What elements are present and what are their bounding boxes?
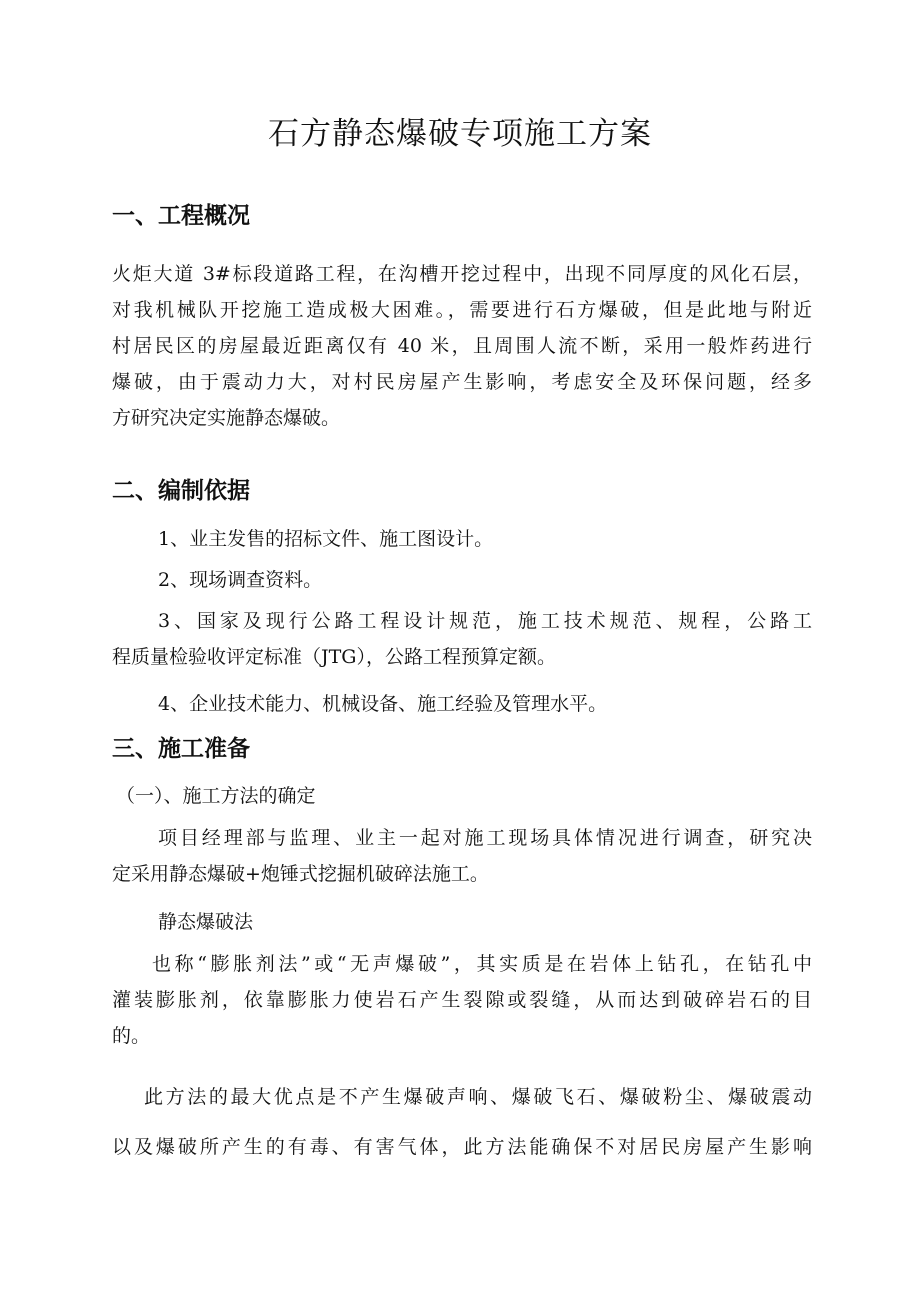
paragraph-static-blasting [112,946,812,1054]
text-line: 程质量检验收评定标准（JTG），公路工程预算定额。 [112,646,556,668]
text-line: 对我机械队开挖施工造成极大困难。，需要进行石方爆破，但是此地与附近 [112,299,812,321]
subheading-method: （一）、施工方法的确定 [116,785,316,807]
section-heading-overview: 一、工程概况 [112,203,250,229]
text-line: 方研究决定实施静态爆破。 [112,407,341,429]
list-item-basis-4: 4、企业技术能力、机械设备、施工经验及管理水平。 [158,693,608,715]
text-line: 的。 [112,1025,151,1047]
text-line: 此方法的最大优点是不产生爆破声响、爆破飞石、爆破粉尘、爆破震动 [144,1086,812,1108]
paragraph-method-decision [112,820,812,892]
document-title: 石方静态爆破专项施工方案 [268,116,652,152]
list-item-basis-1: 1、业主发售的招标文件、施工图设计。 [158,528,494,550]
list-item-basis-2: 2、现场调查资料。 [158,569,323,591]
paragraph-overview [112,256,812,436]
section-heading-preparation: 三、施工准备 [112,736,250,762]
paragraph-advantages [112,1072,812,1172]
text-line: 以及爆破所产生的有毒、有害气体，此方法能确保不对居民房屋产生影响 [112,1136,812,1158]
text-line: 火炬大道 3#标段道路工程，在沟槽开挖过程中，出现不同厚度的风化石层， [112,263,812,285]
text-line: 项目经理部与监理、业主一起对施工现场具体情况进行调查，研究决 [158,827,812,849]
method-title: 静态爆破法 [158,911,254,933]
text-line: 灌装膨胀剂，依靠膨胀力使岩石产生裂隙或裂缝，从而达到破碎岩石的目 [112,989,812,1011]
text-line: 也称“膨胀剂法”或“无声爆破”，其实质是在岩体上钻孔，在钻孔中 [152,953,812,975]
text-line: 村居民区的房屋最近距离仅有 40 米，且周围人流不断，采用一般炸药进行 [112,335,812,357]
list-item-basis-3 [112,603,812,675]
section-heading-basis: 二、编制依据 [112,478,250,504]
text-line: 定采用静态爆破+炮锤式挖掘机破碎法施工。 [112,863,489,885]
text-line: 3、国家及现行公路工程设计规范，施工技术规范、规程，公路工 [158,610,812,632]
text-line: 爆破，由于震动力大，对村民房屋产生影响，考虑安全及环保问题，经多 [112,371,812,393]
